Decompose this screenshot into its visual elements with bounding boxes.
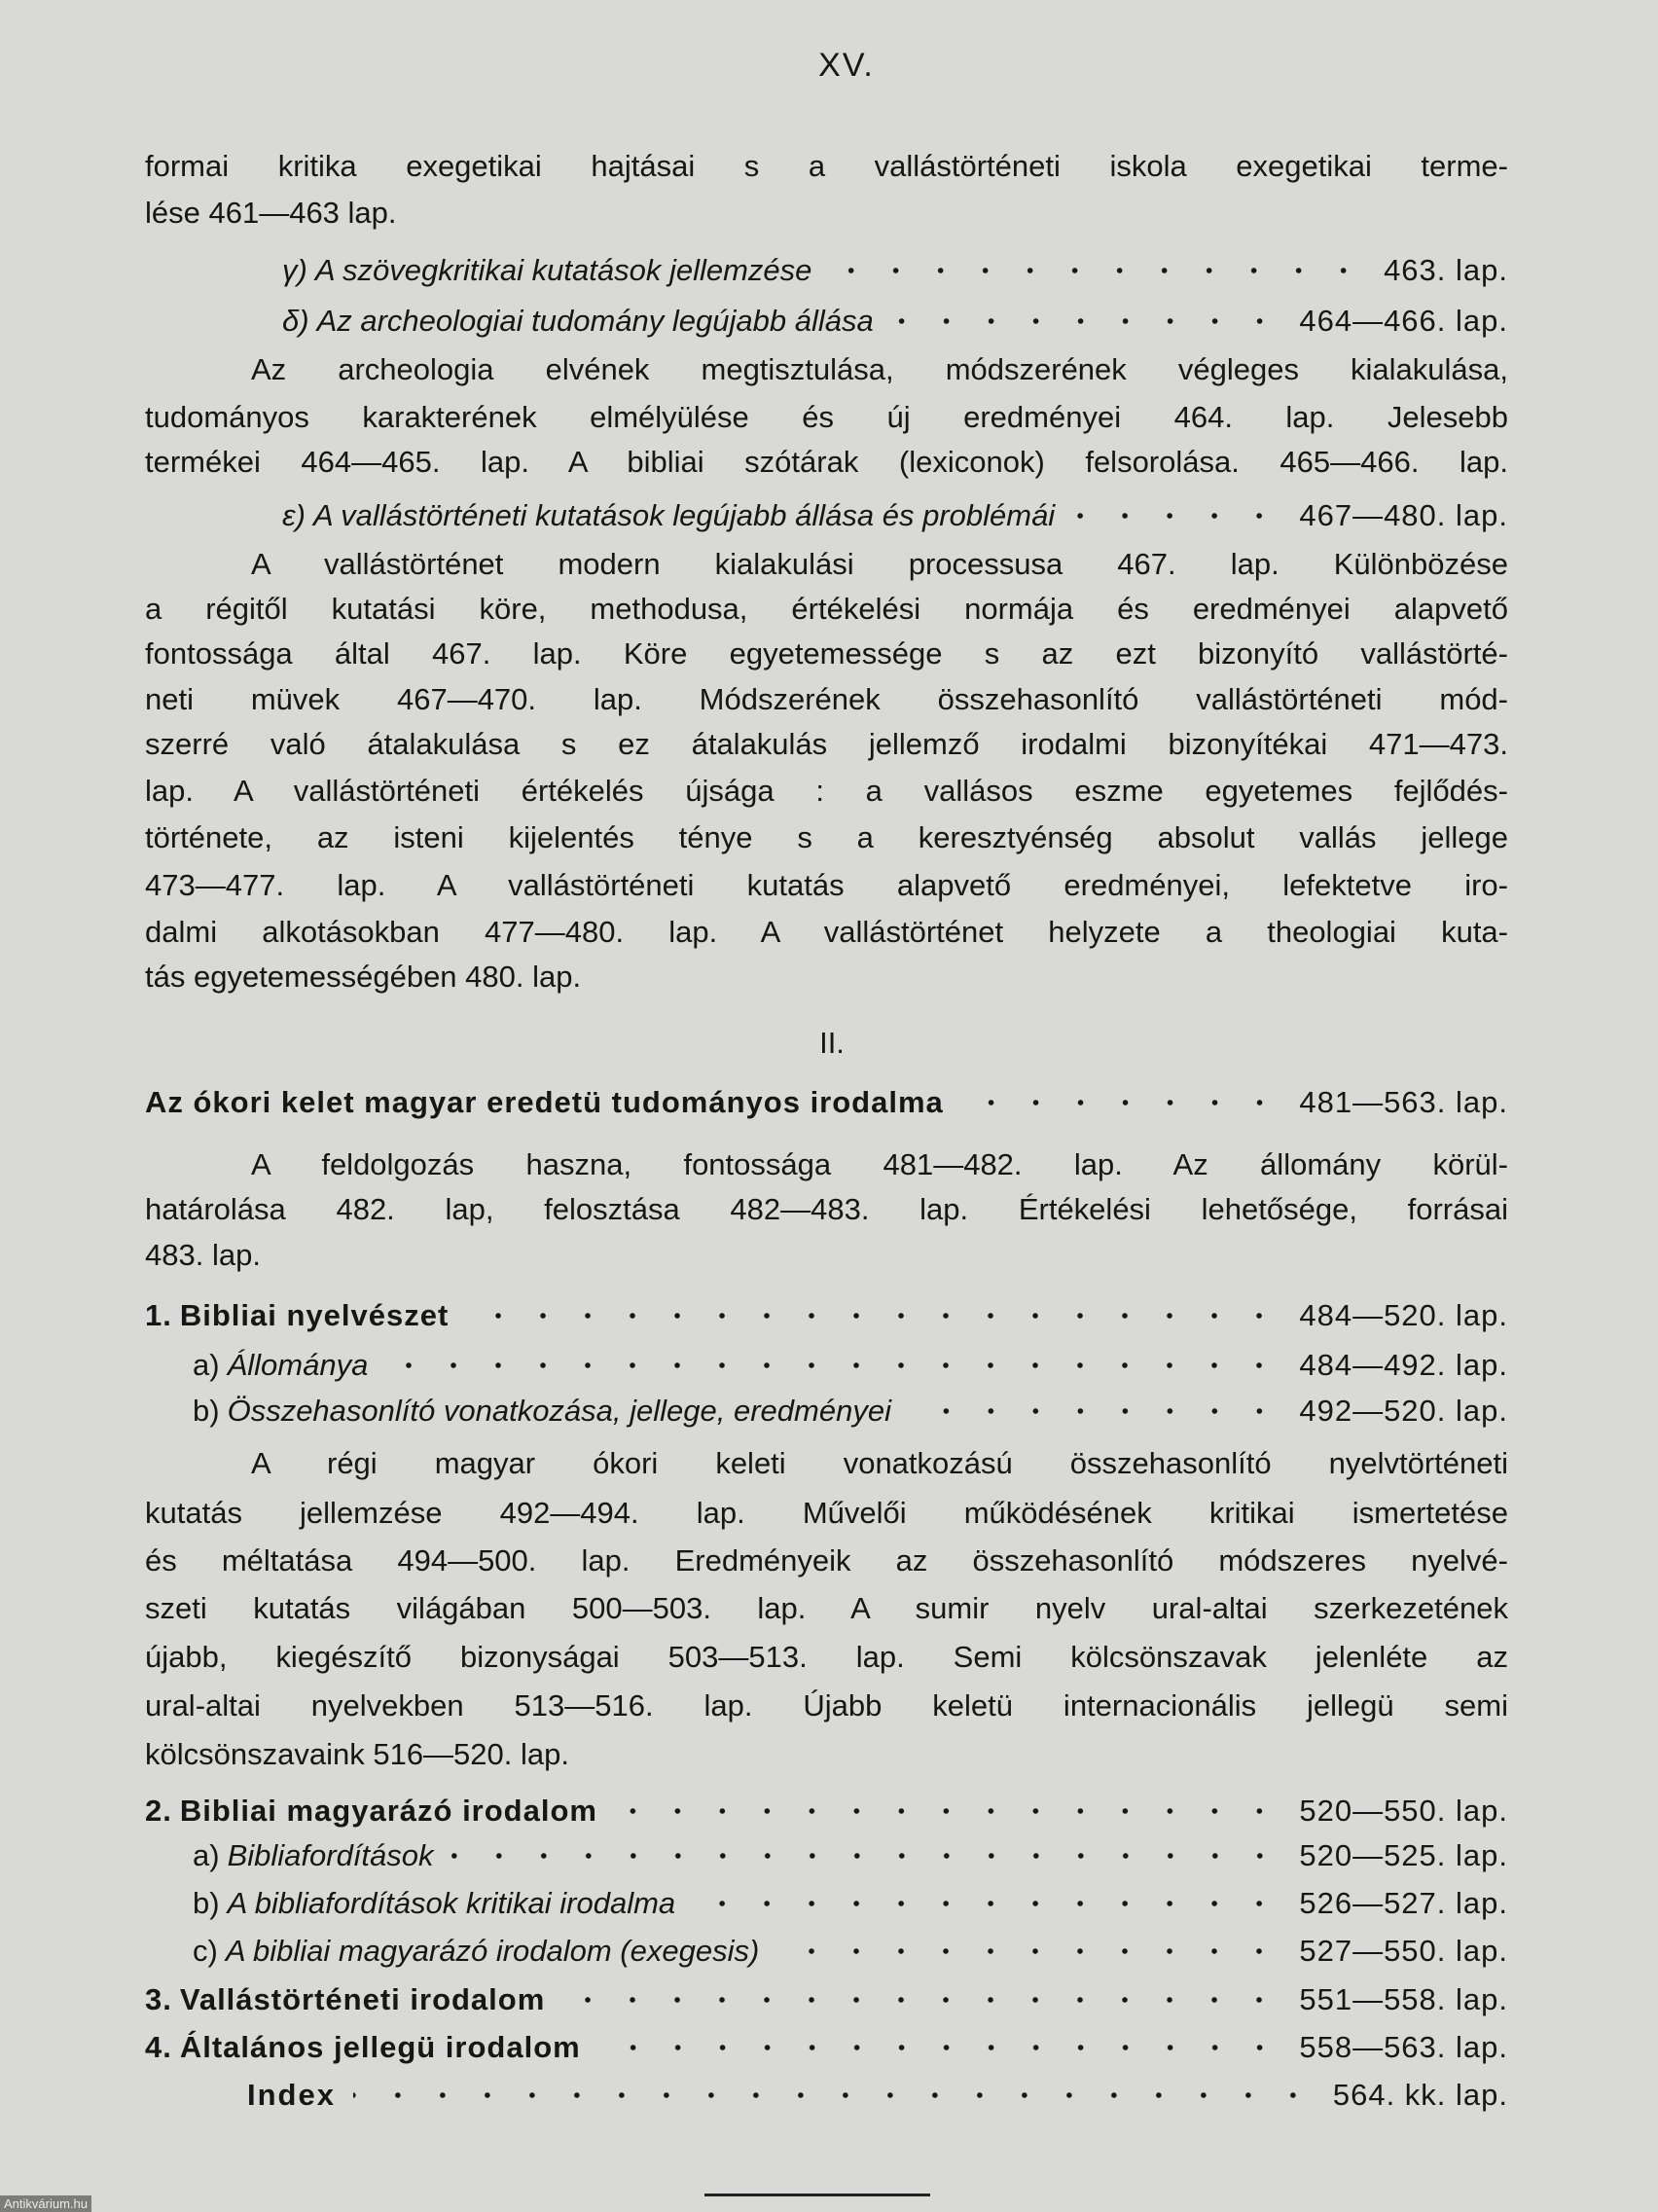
- toc-entry: [193, 1344, 1508, 1387]
- toc-entry: [193, 1390, 1508, 1432]
- toc-entry-pages: 464—466. lap.: [1299, 304, 1508, 338]
- toc-entry-pages: 527—550. lap.: [1299, 1934, 1508, 1968]
- toc-entry: [282, 249, 1508, 292]
- toc-entry-marker: 4.: [145, 2030, 172, 2064]
- text-line: szerré való átalakulása s ez átalakulás jellemző irodalmi bizonyítékai 471—473.: [145, 727, 1508, 761]
- toc-entry-title: A bibliafordítások kritikai irodalma: [227, 1886, 676, 1920]
- toc-entry-pages: 551—558. lap.: [1299, 1982, 1508, 2016]
- text-line: ural-altai nyelvekben 513—516. lap. Újabb keletü internacionális jellegü semi: [145, 1688, 1508, 1722]
- toc-entry: [282, 494, 1508, 537]
- toc-entry-pages: 484—492. lap.: [1299, 1348, 1508, 1382]
- toc-entry-title: A vallástörténeti kutatások legújabb állása és problémái: [312, 498, 1056, 532]
- dot-leader: [598, 2043, 1282, 2052]
- toc-entry-pages: 467—480. lap.: [1299, 498, 1508, 532]
- toc-entry-pages: 463. lap.: [1384, 253, 1508, 287]
- toc-entry-pages: 526—527. lap.: [1299, 1886, 1508, 1920]
- text-line: 483. lap.: [145, 1238, 261, 1272]
- page-number: XV.: [818, 47, 875, 84]
- text-line: lap. A vallástörténeti értékelés újsága : a vallásos eszme egyetemes fejlődés-: [145, 774, 1508, 808]
- toc-entry-pages: 481—563. lap.: [1299, 1085, 1508, 1119]
- dot-leader: [451, 1851, 1282, 1861]
- text-line: dalmi alkotásokban 477—480. lap. A vallástörténet helyzete a theologiai kuta-: [145, 915, 1508, 949]
- toc-entry-title: Állománya: [227, 1348, 369, 1382]
- text-line: lése 461—463 lap.: [145, 196, 397, 230]
- toc-entry-marker: γ): [282, 253, 307, 287]
- toc-entry: [145, 1081, 1508, 1124]
- text-line: tudományos karakterének elmélyülése és új eredményei 464. lap. Jelesebb: [145, 400, 1508, 434]
- dot-leader: [776, 1946, 1281, 1956]
- toc-entry-marker: 3.: [145, 1982, 172, 2016]
- toc-entry-marker: a): [193, 1838, 220, 1872]
- text-line: története, az isteni kijelentés ténye s a keresztyénség absolut vallás jellege: [145, 820, 1508, 854]
- dot-leader: [891, 316, 1282, 326]
- dot-leader: [615, 1806, 1281, 1816]
- text-line: kutatás jellemzése 492—494. lap. Művelői működésének kritikai ismertetése: [145, 1496, 1508, 1530]
- toc-entry: [282, 300, 1508, 343]
- toc-entry-marker: c): [193, 1934, 218, 1968]
- text-line: újabb, kiegészítő bizonyságai 503—513. lap. Semi kölcsönszavak jelenléte az: [145, 1640, 1508, 1674]
- toc-entry-pages: 558—563. lap.: [1299, 2030, 1508, 2064]
- dot-leader: [353, 2090, 1316, 2100]
- toc-entry-title: Bibliai nyelvészet: [179, 1298, 450, 1332]
- closing-rule: [704, 2194, 930, 2196]
- toc-entry-title: Az ókori kelet magyar eredetü tudományos irodalma: [145, 1085, 944, 1119]
- text-line: A feldolgozás haszna, fontossága 481—482. lap. Az állomány körül-: [251, 1147, 1508, 1181]
- toc-entry-title: Általános jellegü irodalom: [179, 2030, 581, 2064]
- dot-leader: [693, 1899, 1281, 1908]
- toc-entry: [193, 1930, 1508, 1973]
- text-line: fontossága által 467. lap. Köre egyetemessége s az ezt bizonyító vallástörté-: [145, 636, 1508, 671]
- watermark: Antikvárium.hu: [0, 2195, 91, 2212]
- text-line: kölcsönszavaink 516—520. lap.: [145, 1737, 569, 1771]
- text-line: termékei 464—465. lap. A bibliai szótárak (lexiconok) felsorolása. 465—466. lap.: [145, 445, 1508, 479]
- toc-entry-title: A szövegkritikai kutatások jellemzése: [314, 253, 812, 287]
- toc-entry: [145, 1294, 1508, 1337]
- toc-entry-marker: ε): [282, 498, 306, 532]
- toc-entry-title: Bibliai magyarázó irodalom: [179, 1794, 597, 1828]
- toc-entry-title: Összehasonlító vonatkozása, jellege, eredményei: [227, 1394, 891, 1428]
- toc-entry-pages: 492—520. lap.: [1299, 1394, 1508, 1428]
- text-line: és méltatása 494—500. lap. Eredményeik az összehasonlító módszeres nyelvé-: [145, 1543, 1508, 1577]
- text-line: A régi magyar ókori keleti vonatkozású összehasonlító nyelvtörténeti: [251, 1446, 1508, 1480]
- section-heading: II.: [819, 1026, 845, 1060]
- toc-entry-marker: a): [193, 1348, 220, 1382]
- toc-entry-pages: 520—525. lap.: [1299, 1838, 1508, 1872]
- text-line: a régitől kutatási köre, methodusa, értékelési normája és eredményei alapvető: [145, 592, 1508, 626]
- text-line: formai kritika exegetikai hajtásai s a vallástörténeti iskola exegetikai terme-: [145, 149, 1508, 183]
- dot-leader: [466, 1311, 1281, 1321]
- toc-entry-pages: 564. kk. lap.: [1332, 2078, 1508, 2112]
- toc-entry: [145, 2026, 1508, 2069]
- toc-entry-pages: 520—550. lap.: [1299, 1794, 1508, 1828]
- toc-entry-marker: b): [193, 1394, 220, 1428]
- dot-leader: [961, 1098, 1282, 1107]
- toc-entry-marker: δ): [282, 304, 309, 338]
- text-line: neti müvek 467—470. lap. Módszerének összehasonlító vallástörténeti mód-: [145, 682, 1508, 716]
- toc-entry: [193, 1882, 1508, 1925]
- toc-entry: [247, 2074, 1508, 2117]
- toc-entry-marker: b): [193, 1886, 220, 1920]
- text-line: tás egyetemességében 480. lap.: [145, 960, 582, 994]
- text-line: határolása 482. lap, felosztása 482—483. lap. Értékelési lehetősége, forrásai: [145, 1192, 1508, 1226]
- text-line: szeti kutatás világában 500—503. lap. A sumir nyelv ural-altai szerkezetének: [145, 1591, 1508, 1625]
- dot-leader: [1072, 511, 1281, 521]
- text-line: A vallástörténet modern kialakulási processusa 467. lap. Különbözése: [251, 547, 1508, 581]
- toc-entry: [145, 1978, 1508, 2021]
- toc-entry-title: Az archeologiai tudomány legújabb állása: [316, 304, 874, 338]
- toc-entry-marker: 1.: [145, 1298, 172, 1332]
- toc-entry-marker: 2.: [145, 1794, 172, 1828]
- dot-leader: [829, 266, 1366, 275]
- toc-entry-pages: 484—520. lap.: [1299, 1298, 1508, 1332]
- toc-entry-title: A bibliai magyarázó irodalom (exegesis): [225, 1934, 760, 1968]
- toc-entry-title: Index: [247, 2078, 336, 2112]
- toc-entry: [193, 1834, 1508, 1877]
- text-line: Az archeologia elvének megtisztulása, módszerének végleges kialakulása,: [251, 352, 1508, 386]
- toc-entry-title: Bibliafordítások: [227, 1838, 434, 1872]
- toc-entry-title: Vallástörténeti irodalom: [179, 1982, 546, 2016]
- dot-leader: [562, 1995, 1281, 2005]
- text-line: 473—477. lap. A vallástörténeti kutatás alapvető eredményei, lefektetve iro-: [145, 868, 1508, 902]
- toc-entry: [145, 1790, 1508, 1832]
- dot-leader: [909, 1406, 1281, 1416]
- dot-leader: [385, 1360, 1281, 1370]
